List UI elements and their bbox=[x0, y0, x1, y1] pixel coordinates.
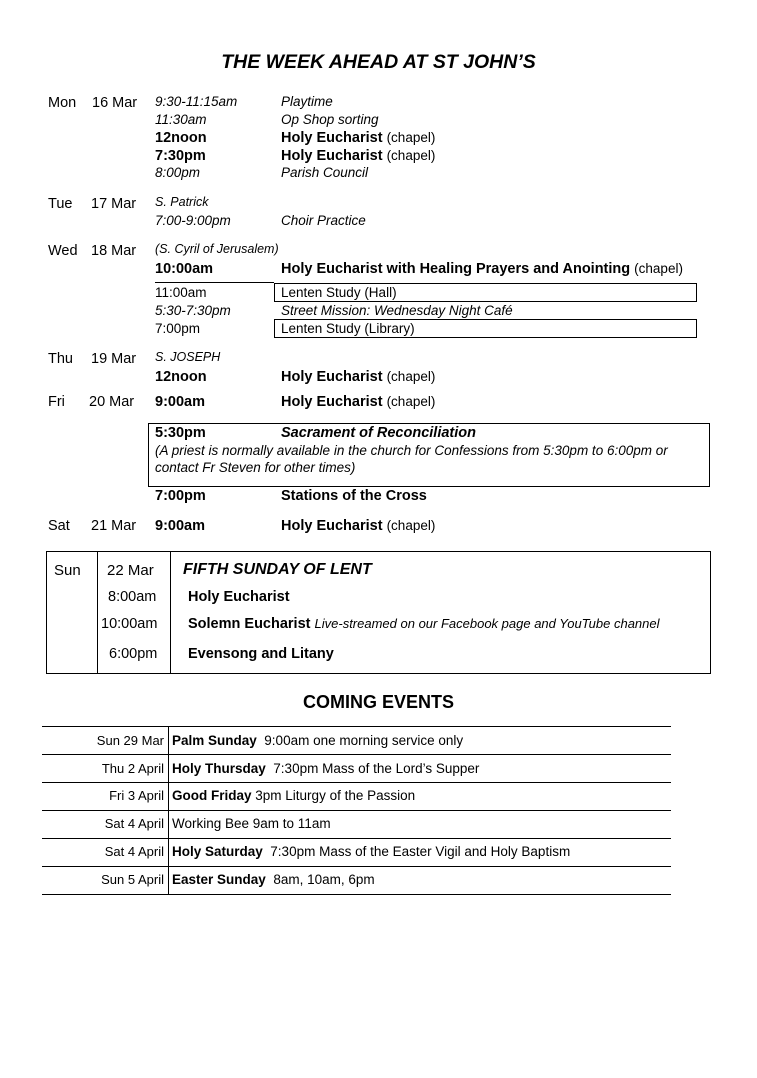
event-suffix: (chapel) bbox=[386, 148, 436, 163]
event-name: Good Friday bbox=[172, 788, 252, 803]
table-row bbox=[172, 788, 415, 803]
event-line bbox=[281, 518, 435, 534]
event-text: Sacrament of Reconciliation bbox=[281, 425, 476, 441]
event-text: Holy Eucharist bbox=[281, 130, 383, 146]
table-border bbox=[42, 754, 671, 755]
column-divider bbox=[97, 551, 98, 674]
event-text: Lenten Study (Hall) bbox=[281, 285, 397, 300]
event-date: Sun 29 Mar bbox=[96, 733, 164, 748]
event-text: Holy Eucharist bbox=[281, 369, 383, 385]
day-name: Sat bbox=[48, 518, 70, 534]
feast-day: S. JOSEPH bbox=[155, 350, 221, 364]
day-name: Sun bbox=[54, 562, 81, 579]
event-time: 9:30-11:15am bbox=[155, 94, 238, 109]
page-title: THE WEEK AHEAD AT ST JOHN’S bbox=[221, 51, 536, 73]
event-time: 8:00am bbox=[108, 589, 157, 605]
reconciliation-note: (A priest is normally available in the church for Confessions from 5:30pm to 6:00pm or bbox=[155, 443, 668, 458]
event-line bbox=[281, 261, 683, 277]
event-suffix: (chapel) bbox=[386, 130, 436, 145]
table-column-divider bbox=[168, 726, 169, 894]
event-time: 8:00pm bbox=[155, 165, 201, 180]
event-time: 9:00am bbox=[155, 518, 205, 534]
event-detail: 7:30pm Mass of the Easter Vigil and Holy Baptism bbox=[270, 844, 571, 859]
event-text: Evensong and Litany bbox=[188, 646, 334, 662]
event-detail: 7:30pm Mass of the Lord’s Supper bbox=[273, 761, 480, 776]
day-date: 22 Mar bbox=[107, 562, 154, 579]
table-row bbox=[172, 872, 375, 887]
event-time: 10:00am bbox=[155, 261, 214, 277]
coming-events-heading: COMING EVENTS bbox=[302, 692, 454, 712]
event-suffix: (chapel) bbox=[634, 261, 683, 276]
event-text: Holy Eucharist bbox=[281, 518, 383, 534]
column-divider bbox=[170, 551, 171, 674]
event-text: Holy Eucharist bbox=[188, 589, 290, 605]
event-name: Palm Sunday bbox=[172, 733, 257, 748]
event-time: 5:30-7:30pm bbox=[155, 303, 231, 318]
event-text: Op Shop sorting bbox=[281, 112, 379, 127]
table-row bbox=[172, 816, 331, 831]
table-row bbox=[172, 733, 463, 748]
event-time: 10:00am bbox=[101, 616, 158, 632]
event-note: Live-streamed on our Facebook page and YouTube channel bbox=[314, 616, 660, 631]
event-detail: 3pm Liturgy of the Passion bbox=[255, 788, 416, 803]
day-name: Wed bbox=[48, 243, 78, 259]
event-suffix: (chapel) bbox=[386, 518, 436, 533]
event-text: Choir Practice bbox=[281, 213, 366, 228]
event-time: 12noon bbox=[155, 130, 207, 146]
event-date: Sat 4 April bbox=[104, 844, 164, 859]
table-border bbox=[42, 838, 671, 839]
event-text: Holy Eucharist bbox=[281, 394, 383, 410]
event-date: Thu 2 April bbox=[101, 761, 164, 776]
event-suffix: (chapel) bbox=[386, 369, 436, 384]
day-name: Thu bbox=[48, 351, 73, 367]
divider bbox=[155, 282, 274, 283]
day-date: 16 Mar bbox=[92, 95, 138, 111]
event-name: Holy Saturday bbox=[172, 844, 263, 859]
day-name: Fri bbox=[48, 394, 65, 410]
event-detail: Working Bee 9am to 11am bbox=[172, 816, 331, 831]
table-border bbox=[42, 726, 671, 727]
event-line bbox=[188, 616, 660, 632]
event-line bbox=[281, 394, 435, 410]
event-time: 11:30am bbox=[155, 112, 207, 127]
day-date: 21 Mar bbox=[91, 518, 137, 534]
feast-day: (S. Cyril of Jerusalem) bbox=[155, 242, 279, 256]
table-border bbox=[42, 894, 671, 895]
day-date: 19 Mar bbox=[91, 351, 137, 367]
event-time: 9:00am bbox=[155, 394, 205, 410]
event-name: Easter Sunday bbox=[172, 872, 266, 887]
event-detail: 9:00am one morning service only bbox=[264, 733, 464, 748]
event-time: 11:00am bbox=[155, 285, 207, 300]
event-line bbox=[281, 130, 435, 146]
event-line bbox=[281, 369, 435, 385]
day-name: Tue bbox=[48, 196, 73, 212]
day-date: 20 Mar bbox=[89, 394, 135, 410]
event-name: Holy Thursday bbox=[172, 761, 266, 776]
reconciliation-note: contact Fr Steven for other times) bbox=[155, 460, 356, 475]
event-detail: 8am, 10am, 6pm bbox=[273, 872, 375, 887]
event-text: Holy Eucharist with Healing Prayers and Anointing bbox=[281, 261, 631, 277]
day-date: 18 Mar bbox=[91, 243, 137, 259]
event-text: Solemn Eucharist bbox=[188, 616, 311, 632]
event-time: 7:00pm bbox=[155, 488, 206, 504]
event-date: Fri 3 April bbox=[109, 788, 164, 803]
table-border bbox=[42, 866, 671, 867]
event-text: Street Mission: Wednesday Night Café bbox=[281, 303, 513, 318]
event-suffix: (chapel) bbox=[386, 394, 436, 409]
event-text: Parish Council bbox=[281, 165, 369, 180]
event-line bbox=[281, 148, 435, 164]
event-time: 7:00pm bbox=[155, 321, 201, 336]
event-date: Sun 5 April bbox=[101, 872, 164, 887]
event-date: Sat 4 April bbox=[104, 816, 164, 831]
day-name: Mon bbox=[48, 95, 77, 111]
sunday-heading: FIFTH SUNDAY OF LENT bbox=[183, 561, 372, 578]
table-border bbox=[42, 782, 671, 783]
event-time: 7:30pm bbox=[155, 148, 206, 164]
day-date: 17 Mar bbox=[91, 196, 137, 212]
table-row bbox=[172, 761, 479, 776]
event-time: 7:00-9:00pm bbox=[155, 213, 231, 228]
event-text: Stations of the Cross bbox=[281, 488, 427, 504]
table-border bbox=[42, 810, 671, 811]
event-text: Holy Eucharist bbox=[281, 148, 383, 164]
event-time: 6:00pm bbox=[109, 646, 158, 662]
table-row bbox=[172, 844, 570, 859]
event-time: 12noon bbox=[155, 369, 207, 385]
event-text: Playtime bbox=[281, 94, 333, 109]
event-time: 5:30pm bbox=[155, 425, 206, 441]
event-text: Lenten Study (Library) bbox=[281, 321, 415, 336]
feast-day: S. Patrick bbox=[155, 195, 209, 209]
